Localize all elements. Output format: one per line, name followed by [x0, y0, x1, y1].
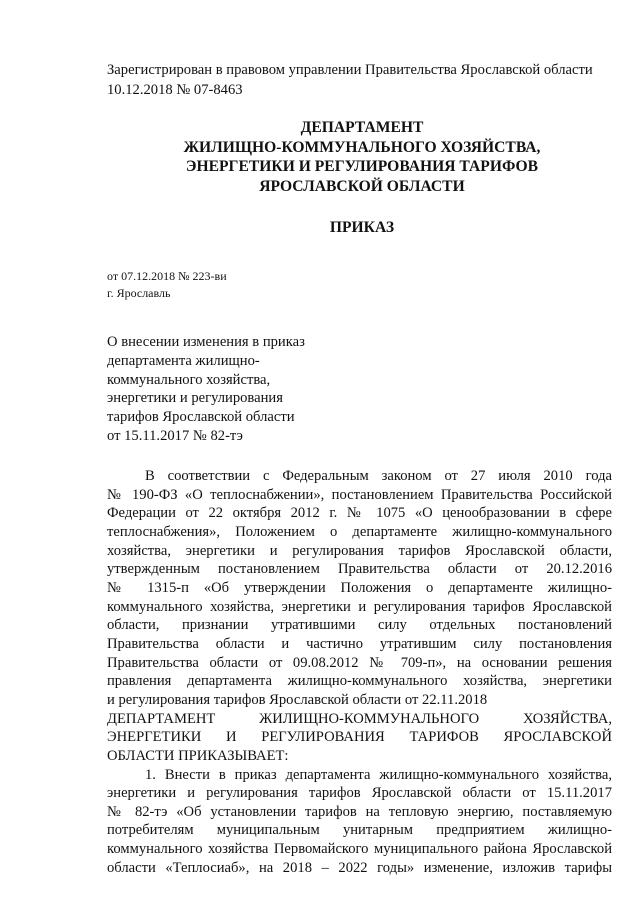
- body-line: ЭНЕРГЕТИКИ И РЕГУЛИРОВАНИЯ ТАРИФОВ ЯРОСЛАВСКОЙ: [107, 729, 612, 746]
- subject-line: О внесении изменения в приказ: [107, 334, 305, 350]
- body-line: коммунального хозяйства Первомайского муниципального района Ярославской: [107, 841, 612, 858]
- body-line: В соответствии с Федеральным законом от 27 июля 2010 года: [145, 468, 612, 484]
- body-line: правления департамента жилищно-коммунального хозяйства, энергетики: [107, 673, 612, 690]
- body-line: Правительства области и частично утратившим силу постановления: [107, 635, 612, 652]
- body-line: потребителям муниципальным унитарным предприятием жилищно-: [107, 822, 612, 839]
- department-heading: [107, 118, 617, 196]
- body-line: 1. Внести в приказ департамента жилищно-коммунального хозяйства,: [145, 766, 612, 783]
- body-line: № 82-тэ «Об установлении тарифов на тепловую энергию, поставляемую: [107, 803, 612, 820]
- order-date-number: от 07.12.2018 № 223-ви: [107, 269, 227, 283]
- body-line: коммунального хозяйства, энергетики и регулирования тарифов Ярославской: [107, 598, 612, 615]
- heading-line: ЯРОСЛАВСКОЙ ОБЛАСТИ: [259, 177, 465, 195]
- body-line: ОБЛАСТИ ПРИКАЗЫВАЕТ:: [107, 747, 289, 764]
- registration-note: [107, 60, 617, 100]
- registration-line: Зарегистрирован в правовом управлении Правительства Ярославской области: [107, 62, 593, 78]
- body-line: № 1315-п «Об утверждении Положения о департаменте жилищно-: [107, 579, 612, 596]
- body-line: области «Теплосиаб», на 2018 – 2022 годы» изменение, изложив тарифы: [107, 859, 612, 876]
- body-line: энергетики и регулирования тарифов Ярославской области от 15.11.2017: [107, 785, 612, 802]
- body-line: ДЕПАРТАМЕНТ ЖИЛИЩНО-КОММУНАЛЬНОГО ХОЗЯЙСТВА,: [107, 710, 612, 727]
- subject-line: коммунального хозяйства,: [107, 371, 271, 388]
- subject-line: энергетики и регулирования: [107, 390, 283, 407]
- order-city: г. Ярославль: [107, 286, 171, 300]
- body-line: теплоснабжения», Положением о департаменте жилищно-коммунального: [107, 523, 612, 540]
- heading-line: ДЕПАРТАМЕНТ: [300, 119, 424, 136]
- body-line: Правительства области от 09.08.2012 № 709-п», на основании решения: [107, 654, 612, 671]
- order-meta: [107, 268, 227, 302]
- body-line: и регулирования тарифов Ярославской области от 22.11.2018: [107, 691, 488, 708]
- body-line: Федерации от 22 октября 2012 г. № 1075 «О ценообразовании в сфере: [107, 505, 612, 522]
- heading-line: ЭНЕРГЕТИКИ И РЕГУЛИРОВАНИЯ ТАРИФОВ: [185, 158, 539, 175]
- order-body: [107, 467, 612, 877]
- body-line: области, признании утратившими силу отдельных постановлений: [107, 617, 612, 634]
- body-line: № 190-ФЗ «О теплоснабжении», постановлением Правительства Российской: [107, 486, 612, 503]
- heading-line: ЖИЛИЩНО-КОММУНАЛЬНОГО ХОЗЯЙСТВА,: [183, 138, 541, 156]
- subject-line: департамента жилищно-: [107, 352, 260, 369]
- subject-line: от 15.11.2017 № 82-тэ: [107, 427, 243, 444]
- order-subject: [107, 333, 367, 446]
- subject-line: тарифов Ярославской области: [107, 409, 295, 426]
- document-type: ПРИКАЗ: [329, 219, 395, 236]
- body-line: хозяйства, энергетики и регулирования тарифов Ярославской области,: [107, 542, 612, 559]
- body-line: утвержденным постановлением Правительства области от 20.12.2016: [107, 561, 612, 578]
- registration-number: 10.12.2018 № 07-8463: [107, 82, 243, 98]
